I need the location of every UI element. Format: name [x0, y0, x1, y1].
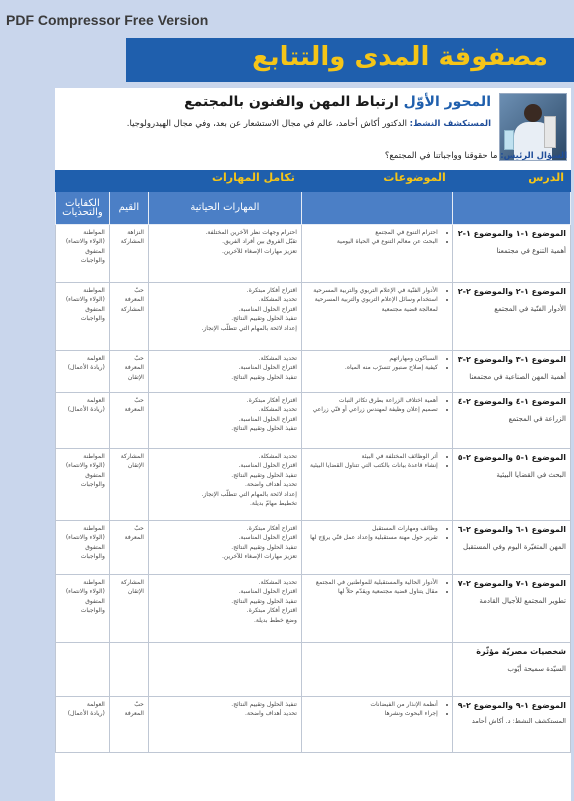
life-skill-item: تنفيذ الحلول وتقييم النتائج.	[231, 597, 297, 605]
value-item: حبّ	[134, 287, 144, 294]
value-item: المعرفة	[124, 534, 144, 542]
values-cell	[109, 393, 148, 449]
topics-cell	[301, 643, 452, 697]
topic-item: • أنظمة الإنذار من الفيضانات	[306, 700, 438, 709]
competency-item: المتفوق والواجبات	[80, 247, 105, 265]
main-question-text: ما حقوقنا وواجباتنا في المجتمع؟	[384, 151, 498, 161]
topic-item: • أهمية اختلاف الزراعة بطرق تكاثر النبات	[306, 396, 438, 405]
topic-item: • الأدوار الحالية والمستقبلية للمواطنين في المجتمع	[306, 578, 438, 587]
value-item: النزاهة	[127, 229, 144, 236]
explorer-text: الدكتور أكاش أحامد، عالم في مجال الاستشعار عن بعد، وفي مجال الهيدرولوجيا.	[126, 119, 407, 129]
document-page	[55, 88, 571, 801]
competency-item: (الولاء والانتماء)	[65, 588, 105, 596]
life-skill-item: تنفيذ الحلول وتقييم النتائج.	[231, 701, 297, 708]
explorer-label: المستكشف النشط:	[409, 119, 491, 129]
page-title: مصفوفة المدى والتتابع	[252, 42, 548, 72]
competency-item: العولمة	[86, 355, 105, 362]
lesson-subtitle: الزراعة في المجتمع	[508, 415, 566, 423]
value-item: الإتقان	[127, 462, 144, 470]
topic-item: • استخدام وسائل الإعلام التربوي والتربية المسرحية لمعالجة قضية مجتمعية	[306, 295, 438, 314]
topic-item: • إنشاء قاعدة بيانات بالكتب التي تتناول القضايا البيئية	[306, 461, 438, 470]
topic-item: • البحث عن معالم التنوع في الحياة اليومية	[306, 237, 438, 246]
subheader-lesson-blank	[452, 192, 570, 225]
life-skill-item: اقتراح أفكار مبتكرة.	[246, 397, 297, 404]
topics-list	[306, 452, 448, 471]
topics-cell	[301, 351, 452, 393]
competencies-cell	[56, 283, 110, 351]
competencies-cell	[56, 575, 110, 643]
header-topics: الموضوعات	[301, 171, 452, 192]
value-item: المشاركة	[120, 453, 144, 460]
competencies-cell	[56, 351, 110, 393]
lesson-cell	[452, 643, 570, 697]
topic-item: • الأدوار الفنّية في الإعلام التربوي والتربية المسرحية	[306, 286, 438, 295]
table-row	[56, 521, 571, 575]
topics-list	[306, 700, 448, 719]
competency-item: المتفوق والواجبات	[80, 471, 105, 489]
life-skill-item: تنفيذ الحلول وتقييم النتائج.	[231, 471, 297, 479]
scope-sequence-table	[55, 170, 571, 753]
active-explorer	[59, 116, 491, 132]
value-item: المشاركة	[120, 305, 144, 313]
competency-item: المتفوق والواجبات	[80, 597, 105, 615]
value-item: الإتقان	[127, 373, 144, 381]
competency-item: العولمة	[86, 397, 105, 404]
life-skills-cell	[148, 351, 301, 393]
life-skill-item: تحديد المشكلة.	[258, 579, 297, 586]
lesson-subtitle: أهمية المهن الصناعية في مجتمعنا	[469, 373, 566, 381]
topics-cell	[301, 449, 452, 521]
competency-item: (الولاء والانتماء)	[65, 534, 105, 542]
values-cell	[109, 697, 148, 753]
topic-item: • وظائف ومهارات المستقبل	[306, 524, 438, 533]
competency-item: المتفوق والواجبات	[80, 543, 105, 561]
value-item: المعرفة	[124, 406, 144, 414]
lesson-subtitle: البحث في القضايا البيئية	[496, 471, 566, 479]
values-cell	[109, 283, 148, 351]
life-skill-item: اقتراح الحلول المناسبة.	[238, 364, 297, 372]
lesson-subtitle: السيّدة سميحة أيّوب	[507, 665, 566, 673]
lesson-cell	[452, 351, 570, 393]
life-skill-item: وضع خطط بديلة.	[253, 616, 297, 624]
table-row	[56, 225, 571, 283]
life-skill-item: تحديد المشكلة.	[258, 406, 297, 414]
topic-item: • احترام التنوع في المجتمع	[306, 228, 438, 237]
competency-item: (الولاء والانتماء)	[65, 462, 105, 470]
lesson-cell	[452, 449, 570, 521]
values-cell	[109, 225, 148, 283]
subheader-topics-blank	[301, 192, 452, 225]
life-skills-cell	[148, 575, 301, 643]
value-item: المشاركة	[120, 238, 144, 246]
competency-item: (ريادة الأعمال)	[67, 406, 105, 414]
competencies-cell	[56, 697, 110, 753]
lesson-title: الموضوع ١-٥ والموضوع ٢-٥	[457, 453, 566, 462]
values-cell	[109, 643, 148, 697]
topic-item: • إجراء البحوث ونشرها	[306, 709, 438, 718]
value-item: الإتقان	[127, 588, 144, 596]
life-skill-item: إعداد لائحة بالمهام التي تتطلّب الإنجاز.	[201, 324, 297, 332]
topics-list	[306, 396, 448, 415]
life-skill-item: تنفيذ الحلول وتقييم النتائج.	[231, 543, 297, 551]
value-item: حبّ	[134, 701, 144, 708]
topics-cell	[301, 697, 452, 753]
life-skills-cell	[148, 225, 301, 283]
value-item: المعرفة	[124, 710, 144, 718]
topics-cell	[301, 225, 452, 283]
lesson-title: الموضوع ١-٤ والموضوع ٢-٤	[457, 397, 566, 406]
competencies-cell	[56, 449, 110, 521]
topics-cell	[301, 393, 452, 449]
topic-item: • كيفية إصلاح صنبور تتسرّب منه المياه.	[306, 363, 438, 372]
lesson-title: الموضوع ١-٧ والموضوع ٢-٧	[457, 579, 566, 588]
value-item: المعرفة	[124, 364, 144, 372]
topics-list	[306, 578, 448, 597]
life-skill-item: تقبّل الفروق بين أفراد الفريق.	[222, 238, 297, 246]
lesson-subtitle: أهمية التنوع في مجتمعنا	[496, 247, 566, 255]
lesson-cell	[452, 283, 570, 351]
axis-title: ارتباط المهن والفنون بالمجتمع	[184, 94, 399, 110]
table-row	[56, 449, 571, 521]
life-skill-item: اقتراح الحلول المناسبة.	[238, 534, 297, 542]
axis-heading	[59, 94, 491, 110]
life-skill-item: تحديد أهداف واضحة.	[245, 710, 297, 718]
value-item: حبّ	[134, 355, 144, 362]
lesson-cell	[452, 393, 570, 449]
life-skill-item: اقتراح أفكار مبتكرة.	[246, 287, 297, 294]
value-item: حبّ	[134, 397, 144, 404]
life-skills-cell	[148, 283, 301, 351]
table-row	[56, 283, 571, 351]
lesson-cell	[452, 521, 570, 575]
competency-item: المتفوق والواجبات	[80, 305, 105, 323]
topics-list	[306, 286, 448, 314]
axis-label: المحور الأوّل	[403, 94, 491, 110]
life-skill-item: تنفيذ الحلول وتقييم النتائج.	[231, 425, 297, 433]
lesson-subtitle: تطوير المجتمع للأجيال القادمة	[479, 597, 566, 605]
lesson-title: الموضوع ١-٩ والموضوع ٢-٩	[457, 701, 566, 710]
competency-item: (ريادة الأعمال)	[67, 710, 105, 718]
topics-list	[306, 228, 448, 247]
competencies-cell	[56, 393, 110, 449]
subheader-values: القيم	[109, 192, 148, 225]
table-body	[56, 225, 571, 753]
axis-header	[59, 94, 491, 132]
life-skill-item: تحديد المشكلة.	[258, 296, 297, 304]
competency-item: العولمة	[86, 701, 105, 708]
lesson-title: الموضوع ١-٦ والموضوع ٢-٦	[457, 525, 566, 534]
topics-list	[306, 354, 448, 373]
lesson-title: الموضوع ١-١ والموضوع ١-٢	[457, 229, 566, 238]
topic-item: • أثر الوظائف المختلفة في البيئة	[306, 452, 438, 461]
person-head	[524, 104, 542, 122]
life-skill-item: احترام وجهات نظر الآخرين المختلفة.	[205, 229, 297, 236]
life-skills-cell	[148, 449, 301, 521]
life-skill-item: اقتراح الحلول المناسبة.	[238, 462, 297, 470]
competency-item: المواطنة	[83, 229, 105, 236]
life-skill-item: اقتراح أفكار مبتكرة.	[246, 607, 297, 615]
topics-cell	[301, 521, 452, 575]
life-skill-item: تنفيذ الحلول وتقييم النتائج.	[231, 315, 297, 323]
subheader-competencies: الكفايات والتحديات	[56, 192, 110, 225]
competency-item: المواطنة	[83, 579, 105, 586]
lesson-note: المستكشف النشط: د. أكاش أحامد	[471, 717, 566, 725]
header-skills-integration: تكامل المهارات	[56, 171, 302, 192]
topic-item: • تقرير حول مهنة مستقبلية وإعداد عمل فنّي يروّج لها	[306, 533, 438, 542]
main-question	[67, 151, 567, 161]
competency-item: (ريادة الأعمال)	[67, 364, 105, 372]
table-row	[56, 697, 571, 753]
life-skill-item: اقتراح الحلول المناسبة.	[238, 588, 297, 596]
life-skill-item: اقتراح أفكار مبتكرة.	[246, 525, 297, 532]
life-skill-item: تخطيط مهامّ بديلة.	[249, 500, 297, 508]
title-banner	[126, 38, 574, 82]
competencies-cell	[56, 225, 110, 283]
values-cell	[109, 575, 148, 643]
life-skill-item: تحديد المشكلة.	[258, 355, 297, 362]
flask-icon	[504, 130, 514, 150]
watermark-text: PDF Compressor Free Version	[6, 12, 209, 28]
subheader-life-skills: المهارات الحياتية	[148, 192, 301, 225]
topics-cell	[301, 575, 452, 643]
value-item: المشاركة	[120, 579, 144, 586]
lesson-cell	[452, 225, 570, 283]
life-skill-item: تعزيز مهارات الإصغاء للآخرين.	[222, 247, 297, 255]
life-skill-item: اقتراح الحلول المناسبة.	[238, 305, 297, 313]
topics-list	[306, 524, 448, 543]
lesson-title: الموضوع ١-٣ والموضوع ٢-٣	[457, 355, 566, 364]
competency-item: (الولاء والانتماء)	[65, 238, 105, 246]
header-lesson: الدرس	[452, 171, 570, 192]
lesson-subtitle: الأدوار الفنّية في المجتمع	[494, 305, 566, 313]
life-skill-item: اقتراح الحلول المناسبة.	[238, 415, 297, 423]
lesson-cell	[452, 575, 570, 643]
lesson-subtitle: المهن المتغيّرة اليوم وفي المستقبل	[463, 543, 566, 551]
life-skill-item: تحديد أهداف واضحة.	[245, 481, 297, 489]
lesson-title: شخصيات مصريّة مؤثّرة	[476, 647, 566, 656]
life-skill-item: إعداد لائحة بالمهام التي تتطلّب الإنجاز.	[201, 490, 297, 498]
values-cell	[109, 351, 148, 393]
life-skills-cell	[148, 393, 301, 449]
competency-item: المواطنة	[83, 287, 105, 294]
value-item: المعرفة	[124, 296, 144, 304]
table-row	[56, 575, 571, 643]
life-skills-cell	[148, 643, 301, 697]
life-skills-cell	[148, 521, 301, 575]
lesson-cell	[452, 697, 570, 753]
topic-item: • مقال يتناول قضية مجتمعية ويقدّم حلاً لها	[306, 587, 438, 596]
competencies-cell	[56, 643, 110, 697]
table-row	[56, 643, 571, 697]
competency-item: (الولاء والانتماء)	[65, 296, 105, 304]
competency-item: المواطنة	[83, 453, 105, 460]
values-cell	[109, 521, 148, 575]
value-item: حبّ	[134, 525, 144, 532]
microscope-icon	[544, 116, 556, 148]
topics-cell	[301, 283, 452, 351]
competencies-cell	[56, 521, 110, 575]
values-cell	[109, 449, 148, 521]
life-skill-item: تنفيذ الحلول وتقييم النتائج.	[231, 373, 297, 381]
table-row	[56, 351, 571, 393]
lesson-title: الموضوع ١-٢ والموضوع ٢-٢	[457, 287, 566, 296]
life-skills-cell	[148, 697, 301, 753]
life-skill-item: تحديد المشكلة.	[258, 453, 297, 460]
topic-item: • تصميم إعلان وظيفة لمهندس زراعي أو فنّي زراعي	[306, 405, 438, 414]
table-row	[56, 393, 571, 449]
main-question-label: السؤال الرئيس:	[500, 151, 567, 161]
competency-item: المواطنة	[83, 525, 105, 532]
topic-item: • السباكون ومهاراتهم	[306, 354, 438, 363]
life-skill-item: تعزيز مهارات الإصغاء للآخرين.	[222, 553, 297, 561]
